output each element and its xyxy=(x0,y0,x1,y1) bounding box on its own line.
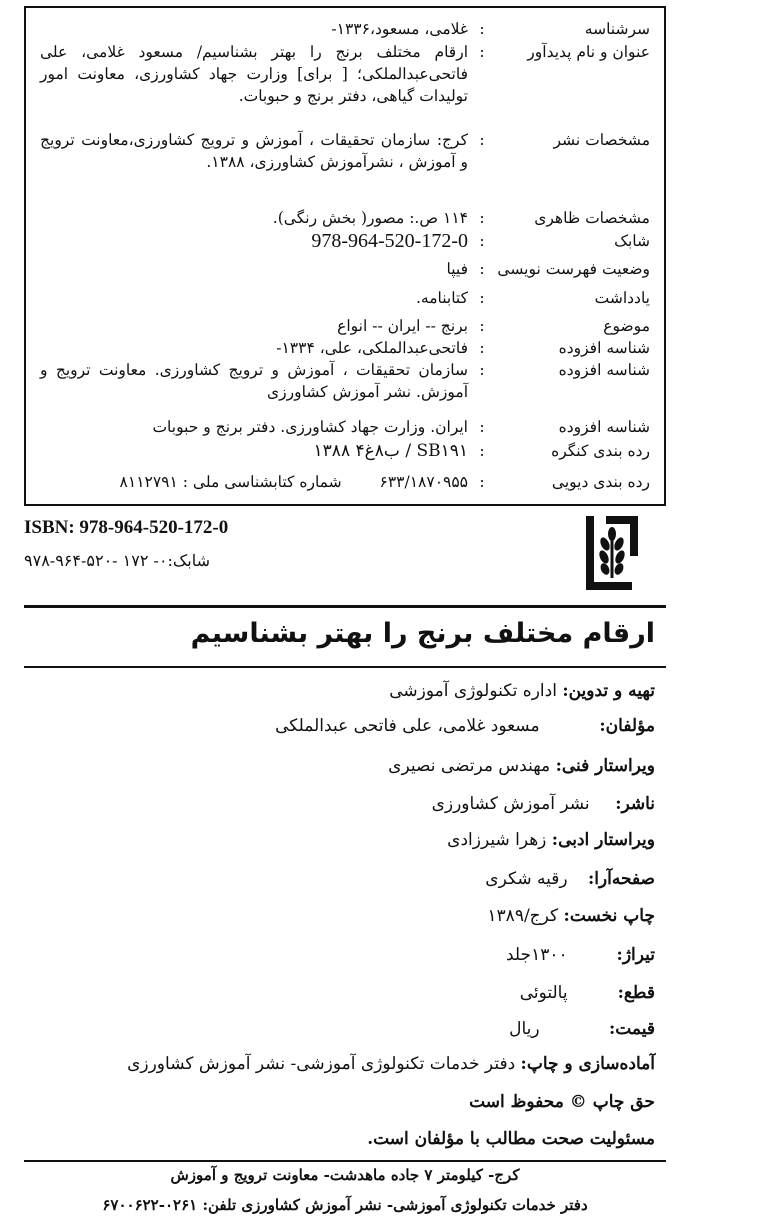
catalog-row: شناسه افزوده : فاتحی‌عبدالملکی، علی، ۱۳۳۴- xyxy=(26,337,664,359)
credit-label: تیراژ: xyxy=(616,945,655,965)
credit-value: مهندس مرتضی نصیری xyxy=(388,756,551,776)
catalog-value: کتابنامه. xyxy=(415,289,468,307)
catalog-isbn: 978-964-520-172-0 xyxy=(311,230,468,252)
publisher-logo-icon xyxy=(584,512,642,594)
catalog-row: مشخصات نشر : کرج: سازمان تحقیقات ، آموزش و ترویج کشاورزی،معاونت ترویج و آموزش ، نشرآموزش کشاورزی، ۱۳۸۸. xyxy=(40,131,650,171)
catalog-value: ارقام مختلف برنج را بهتر بشناسیم/ مسعود غلامی، علی فاتحی‌عبدالملکی؛ [ برای] وزارت جهاد کشاورزی، معاونت امور تولیدات گیاهی، دفتر برنج و حبوبات. xyxy=(40,43,468,105)
credit-value: پالتوئی xyxy=(519,983,568,1003)
catalog-label: شناسه افزوده xyxy=(558,361,650,379)
catalog-value: ۱۱۴ ص.: مصور( بخش رنگی). xyxy=(272,209,468,227)
catalog-label: رده بندی دیویی xyxy=(551,473,650,491)
catalog-label: شابک xyxy=(614,232,650,250)
catalog-value: کرج: سازمان تحقیقات ، آموزش و ترویج کشاورزی،معاونت ترویج و آموزش ، نشرآموزش کشاورزی، ۱۳۸۸. xyxy=(40,131,468,171)
credit-label: قطع: xyxy=(617,983,655,1003)
credit-value: زهرا شیرزادی xyxy=(447,830,547,850)
credit-label: چاپ نخست: xyxy=(563,906,655,926)
credit-row xyxy=(24,983,655,1003)
catalog-value: SB۱۹۱ / ب‌۸غ۴ ۱۳۸۸ xyxy=(313,441,468,461)
credit-row xyxy=(24,756,655,776)
responsibility-line xyxy=(24,1129,655,1149)
isbn-english: ISBN: 978-964-520-172-0 xyxy=(24,517,229,538)
catalog-value: غلامی، مسعود،۱۳۳۶- xyxy=(331,20,468,38)
catalog-value: سازمان تحقیقات ، آموزش و ترویج کشاورزی. معاونت ترویج و آموزش. نشر آموزش کشاورزی xyxy=(40,361,468,401)
catalog-label: عنوان و نام پدیدآور xyxy=(527,43,650,61)
catalog-label: مشخصات ظاهری xyxy=(534,209,650,227)
catalog-row: مشخصات ظاهری : ۱۱۴ ص.: مصور( بخش رنگی). xyxy=(26,207,664,229)
credit-label: ویراستار ادبی: xyxy=(551,830,655,850)
catalog-label: موضوع xyxy=(603,317,650,335)
divider xyxy=(24,666,666,668)
credit-value: نشر آموزش کشاورزی xyxy=(431,794,590,814)
catalog-value: ایران. وزارت جهاد کشاورزی. دفتر برنج و حبوبات xyxy=(152,418,468,436)
catalog-row: عنوان و نام پدیدآور : ارقام مختلف برنج را بهتر بشناسیم/ مسعود غلامی، علی فاتحی‌عبدالملکی؛ [ برای] وزارت جهاد کشاورزی، معاونت امور تولیدات گیاهی، دفتر برنج و حبوبات. xyxy=(40,43,650,105)
catalog-row: رده بندی کنگره : SB۱۹۱ / ب‌۸غ۴ ۱۳۸۸ xyxy=(26,440,664,464)
catalog-row: موضوع : برنج -- ایران -- انواع xyxy=(26,315,664,337)
footer-address: کرج- کیلومتر ۷ جاده ماهدشت- معاونت ترویج و آموزش xyxy=(170,1166,520,1184)
national-number-label: شماره کتابشناسی ملی : xyxy=(182,473,342,491)
catalog-row: وضعیت فهرست نویسی : فیپا xyxy=(26,258,664,280)
divider xyxy=(24,1160,666,1162)
credit-label: ناشر: xyxy=(615,794,655,814)
credit-label: قیمت: xyxy=(608,1019,655,1039)
credit-row xyxy=(24,1054,655,1074)
credit-value: ریال xyxy=(509,1019,540,1039)
credit-label: ویراستار فنی: xyxy=(555,756,655,776)
credit-row xyxy=(24,716,655,736)
catalog-value xyxy=(40,471,468,493)
footer-contact: دفتر خدمات تکنولوژی آموزشی- نشر آموزش کشاورزی تلفن: ۰۲۶۱-۶۷۰۰۶۲۲ xyxy=(102,1196,588,1214)
catalog-label: رده بندی کنگره xyxy=(551,442,650,460)
catalog-value: فاتحی‌عبدالملکی، علی، ۱۳۳۴- xyxy=(276,339,468,357)
credit-value: اداره تکنولوژی آموزشی xyxy=(389,681,557,701)
credit-value: رقیه شکری xyxy=(485,869,568,889)
credit-label: مؤلفان: xyxy=(599,716,655,736)
catalog-row: شناسه افزوده : ایران. وزارت جهاد کشاورزی. دفتر برنج و حبوبات xyxy=(26,416,664,438)
catalog-label: شناسه افزوده xyxy=(558,418,650,436)
isbn-persian: شابک:۰- ۱۷۲ -۵۲۰-۹۶۴-۹۷۸ xyxy=(24,551,210,570)
credit-row xyxy=(24,945,655,965)
credit-label: آماده‌سازی و چاپ: xyxy=(520,1054,655,1074)
credit-label: صفحه‌آرا: xyxy=(587,869,655,889)
catalog-label: یادداشت xyxy=(594,289,650,307)
credit-value: ۱۳۰۰جلد xyxy=(506,945,568,965)
catalog-value: برنج -- ایران -- انواع xyxy=(337,317,468,335)
credit-row xyxy=(24,1019,655,1039)
dewey-number: ۶۳۳/۱۸۷۰۹۵۵ xyxy=(379,473,468,491)
copyright-text: حق چاپ © محفوظ است xyxy=(469,1092,655,1112)
credit-row xyxy=(24,869,655,889)
credit-row xyxy=(24,830,655,850)
catalog-row: یادداشت : کتابنامه. xyxy=(26,287,664,309)
catalog-value: فیپا xyxy=(446,260,468,278)
credit-row xyxy=(24,794,655,814)
book-title: ارقام مختلف برنج را بهتر بشناسیم xyxy=(190,618,655,649)
credit-row xyxy=(24,681,655,701)
catalog-row: سرشناسه : غلامی، مسعود،۱۳۳۶- xyxy=(26,18,664,40)
catalog-row: شناسه افزوده : سازمان تحقیقات ، آموزش و ترویج کشاورزی. معاونت ترویج و آموزش. نشر آموزش کشاورزی xyxy=(40,361,650,401)
cataloging-box xyxy=(24,6,666,506)
credit-value: کرج/۱۳۸۹ xyxy=(487,906,559,926)
credit-row xyxy=(24,906,655,926)
catalog-label: مشخصات نشر xyxy=(553,131,650,149)
credit-label: تهیه و تدوین: xyxy=(562,681,655,701)
divider xyxy=(24,605,666,608)
national-number: ۸۱۱۲۷۹۱ xyxy=(119,473,178,491)
copyright-line xyxy=(24,1092,655,1112)
catalog-label: سرشناسه xyxy=(584,20,650,38)
catalog-row: رده بندی دیویی : ۶۳۳/۱۸۷۰۹۵۵ شماره کتابشناسی ملی : ۸۱۱۲۷۹۱ xyxy=(26,471,664,493)
catalog-label: وضعیت فهرست نویسی xyxy=(497,260,650,278)
credit-value: مسعود غلامی، علی فاتحی عبدالملکی xyxy=(275,716,540,736)
credit-value: دفتر خدمات تکنولوژی آموزشی- نشر آموزش کشاورزی xyxy=(127,1054,516,1074)
catalog-label: شناسه افزوده xyxy=(558,339,650,357)
responsibility-text: مسئولیت صحت مطالب با مؤلفان است. xyxy=(367,1129,655,1149)
catalog-row: شابک : 978-964-520-172-0 xyxy=(26,230,664,256)
